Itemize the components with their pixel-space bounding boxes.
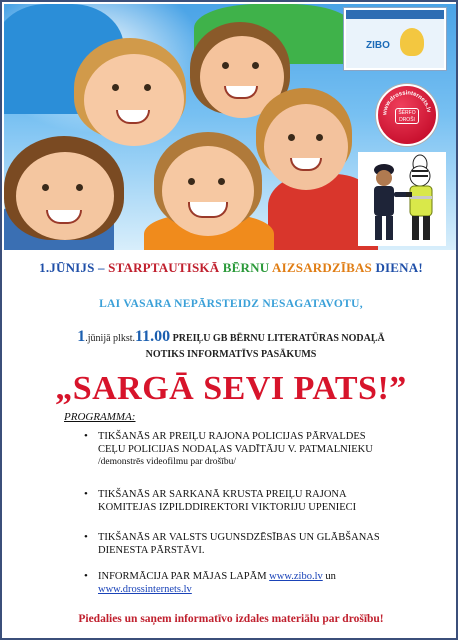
event-day: 1: [77, 328, 86, 345]
drossinternets-badge: [376, 84, 438, 146]
program-label: PROGRAMMA:: [64, 411, 136, 423]
website-screenshot: [344, 8, 446, 70]
child-face: [16, 152, 114, 240]
footer-callout: Piedalies un saņem informatīvo izdales materiālu par drošību!: [78, 613, 384, 625]
police-zebra-figures: [358, 152, 446, 246]
program-item: • TIKŠANĀS AR PREIĻU RAJONA POLICIJAS PĀRVALDES CEĻU POLICIJAS NODAĻAS VADĪTĀJU V. PATMALNIEKU /demonstrēs videofilmu par drošību/: [98, 430, 438, 469]
zibo-logo: ZIBO: [366, 40, 390, 51]
subtitle: LAI VASARA NEPĀRSTEIDZ NESAGATAVOTU,: [99, 298, 363, 310]
badge-center-text: ŠĒRFO DROŠI: [395, 108, 419, 124]
mascot-icon: [400, 28, 424, 56]
event-time: 11.00: [135, 328, 171, 345]
child-face: [162, 146, 254, 236]
event-line-2: NOTIKS INFORMATĪVS PASĀKUMS: [145, 349, 317, 360]
headline-word-2: BĒRNU: [222, 260, 273, 275]
program-item: • TIKŠANĀS AR SARKANĀ KRUSTA PREIĻU RAJONA KOMITEJAS IZPILDDIREKTORI VIKTORIJU UPENIECI: [98, 488, 438, 514]
event-title: „SARGĀ SEVI PATS!”: [55, 370, 407, 407]
headline-date: 1.JŪNIJS –: [39, 260, 109, 275]
program-item: • INFORMĀCIJA PAR MĀJAS LAPĀM www.zibo.lv un www.drossinternets.lv: [98, 570, 438, 596]
child-face: [84, 54, 184, 146]
children-photo: [4, 4, 456, 250]
headline-word-1: STARPTAUTISKĀ: [108, 260, 223, 275]
zibo-link[interactable]: www.zibo.lv: [269, 571, 323, 582]
event-place: PREIĻU GB BĒRNU LITERATŪRAS NODAĻĀ: [170, 333, 385, 344]
headline-word-4: DIENA!: [375, 260, 423, 275]
headline-word-3: AIZSARDZĪBAS: [272, 260, 376, 275]
drossinternets-link[interactable]: www.drossinternets.lv: [98, 584, 192, 595]
child-face: [264, 104, 348, 190]
svg-text:www.drossinternets.lv: www.drossinternets.lv: [382, 90, 432, 116]
headline: [2, 260, 458, 276]
event-line: [2, 328, 458, 346]
program-item: • TIKŠANĀS AR VALSTS UGUNSDZĒSĪBAS UN GLĀBŠANAS DIENESTA PĀRSTĀVI.: [98, 531, 438, 557]
event-date-text: .jūnijā plkst.: [85, 333, 136, 344]
